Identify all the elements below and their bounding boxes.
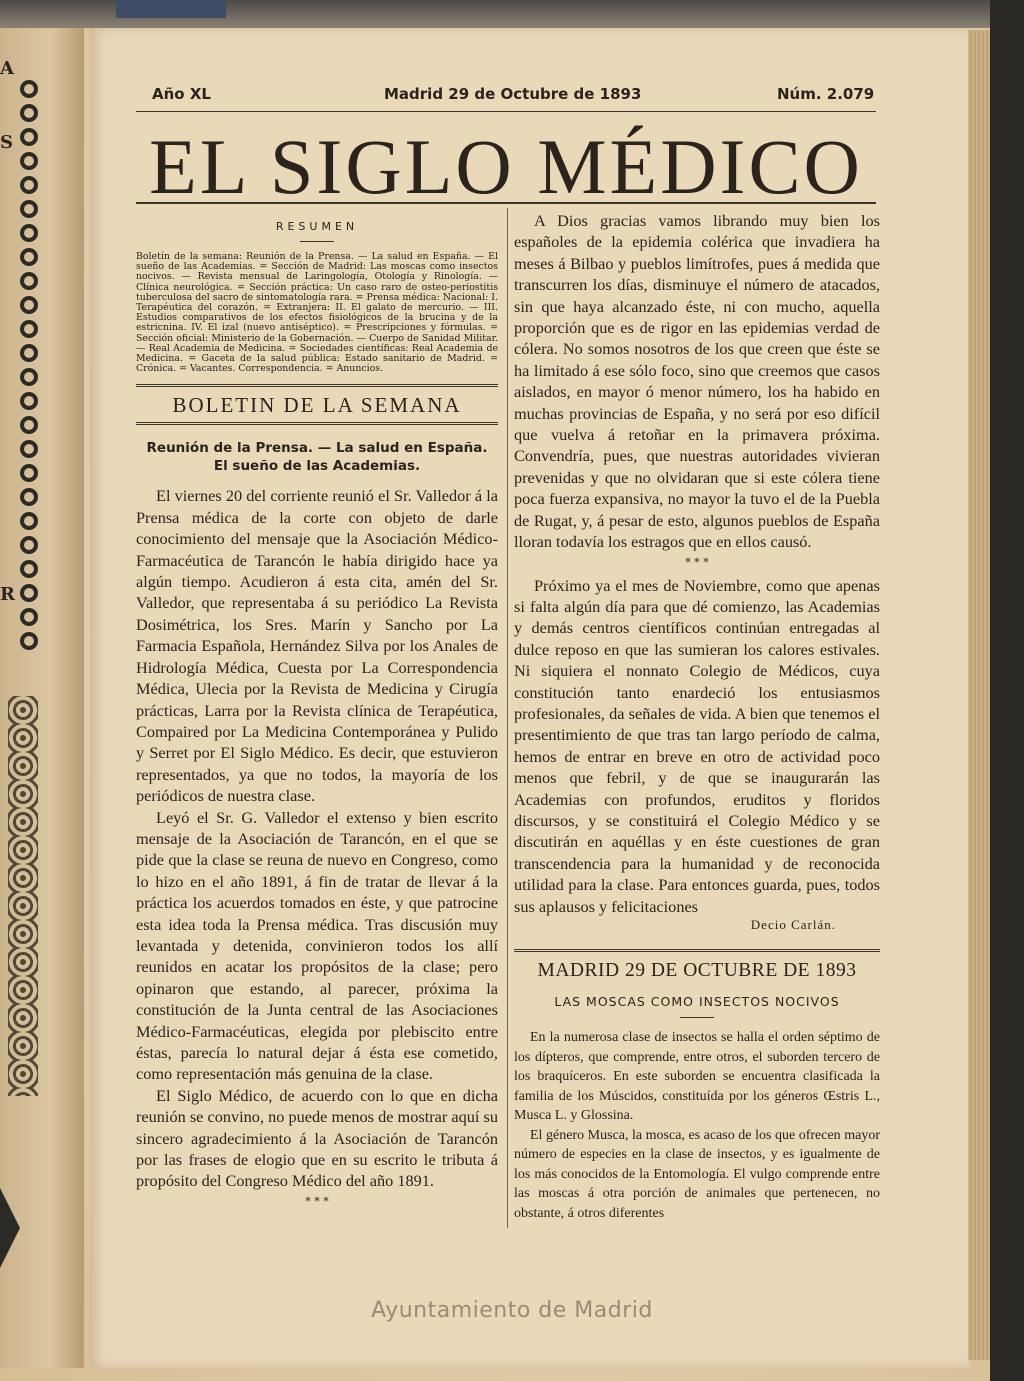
boletin-subhead-line2: El sueño de las Academias.: [213, 458, 421, 475]
binding-ribbon: [116, 0, 226, 18]
left-page-fragment-letter: S: [0, 132, 13, 153]
resumen-text: Boletín de la semana: Reunión de la Prensa. — La salud en España. — El sueño de las Academias. = Sección de Madrid: Las moscas como insectos nocivos. — Revista mensual de Laringología, Otología y Rinología. — Clínica neurológica. = Sección práctica: Un caso raro de osteo-periostitis tuberculosa del sacro de sintomatología rara. = Prensa médica: Nacional: I. Terapéutica del corazón. = Extranjera: II. El galato de mercurio. — III. Estudios comparativos de los efectos fisiológicos de la brucina y de la estricnina. IV. El izal (nuevo antiséptico). = Prescripciones y fórmulas. = Sección oficial: Ministerio de la Gobernación. — Cuerpo de Sanidad Militar. — Real Academia de Medicina. = Sociedades científicas: Real Academia de Medicina. = Gaceta de la salud pública: Estado sanitario de Madrid. = Crónica. = Vacantes. Correspondencia. = Anuncios.: [136, 251, 498, 375]
academias-paragraph: Próximo ya el mes de Noviembre, como que apenas si falta algún día para que dé comienzo, las Academias y demás centros científicos continúan entregadas al dulce reposo en que las sumieran los calores estivales. Ni siquiera el nonnato Colegio de Médicos, cuya constitución tanto enardeció los entusiasmos profesionales, da señales de vida. A bien que tenemos el presentimiento de que tras tan largo período de calma, hemos de entrar en breve en otro de actividad poco menos que febril, y de que se inaugurarán las Academias con profundos, eruditos y floridos discursos, y se constituirá el Colegio Médico y se discutirán en aquéllas y en éste cuestiones de gran transcendencia para la humanidad y de reconocida utilidad para la clase. Para entonces guarda, pues, todos sus aplausos y felicitaciones: [514, 575, 880, 916]
asterism: * * *: [305, 1194, 329, 1208]
article-rule: [680, 1017, 714, 1018]
madrid-section-heading: MADRID 29 DE OCTUBRE DE 1893: [514, 949, 880, 982]
left-page-fragment-letter: R: [0, 584, 15, 605]
masthead-rule: [136, 202, 876, 204]
resumen-title: RESUMEN: [275, 220, 359, 233]
article-title: LAS MOSCAS COMO INSECTOS NOCIVOS: [554, 994, 840, 1009]
scanner-border: [990, 0, 1024, 1381]
right-column: [514, 210, 880, 1223]
moscas-paragraph: En la numerosa clase de insectos se halla el orden séptimo de los dípteros, que comprende, entre otros, el suborden tercero de los braquíceros. En este suborden se encuentra clasificada la familia de los Múscidos, constituída por los géneros Œstris L., Musca L. y Glossina.: [514, 1030, 880, 1123]
asterism: * * *: [685, 555, 709, 569]
left-facing-page: [0, 28, 84, 1368]
column-divider: [507, 208, 508, 1228]
left-page-fragment-letter: A: [0, 58, 14, 79]
masthead-title: EL SIGLO MÉDICO: [149, 123, 863, 210]
author-signature: Decio Carlán.: [750, 917, 836, 932]
ornamental-border-flowers: [8, 696, 38, 1096]
left-column: [136, 214, 498, 1214]
boletin-section-title: BOLETIN DE LA SEMANA: [136, 384, 498, 425]
cholera-paragraph: A Dios gracias vamos librando muy bien los españoles de la epidemia colérica que invadiera ha meses á Bilbao y pueblos limítrofes, pues á medida que transcurren los días, disminuye el número de atacados, sin que haya alcanzado éste, ni con mucho, aquella proporción que es de rigor en las epidemias verdad de cólera. No somos nosotros de los que creen que éste se ha limitado á ese sólo foco, sino que creemos que casos aislados, en mayor ó menor número, los ha habido en muchas provincias de España, y no será por eso difícil que vuelva á retoñar en la primavera próxima. Convendría, pues, que nuestras autoridades vivieran prevenidas y que no olvidaran que si este cólera tiene poca fuerza expansiva, no mayor la tuvo el de la Puebla de Rugat, y, á pesar de esto, algunos pueblos de España lloran todavía los estragos que en ellos causó.: [514, 211, 880, 552]
boletin-paragraph: El viernes 20 del corriente reunió el Sr. Valledor á la Prensa médica de la corte con objeto de darle conocimiento del mensaje que la Asociación Médico-Farmacéutica de Tarancón le había dirigido hace ya algún tiempo. Acudieron á esta cita, amén del Sr. Valledor, que representaba á su periódico La Revista Dosimétrica, los Sres. Marín y Sancho por La Farmacia Española, Hernández Silva por los Anales de Hidrología Médica, Cuesta por La Correspondencia Médica, Ulecia por la Revista de Medicina y Cirugía prácticas, Larra por la Revista clínica de Terapéutica, Compaired por La Medicina Contemporánea y Pulido y Serret por El Siglo Médico. Es decir, que estuvieron representados, ya que no todos, la mayoría de los periódicos de nuestra clase.: [136, 486, 498, 806]
issue-header: [152, 85, 876, 109]
issue-number: Núm. 2.079: [777, 85, 875, 103]
boletin-paragraph: El Siglo Médico, de acuerdo con lo que en dicha reunión se convino, no puede menos de mostrar aquí su sincero agradecimiento á la Asociación de Tarancón por las frases de elogio que en su escrito le tributa á propósito del Congreso Médico del año 1891.: [136, 1085, 498, 1191]
resumen-rule: [300, 241, 334, 242]
archive-watermark: Ayuntamiento de Madrid: [371, 1298, 653, 1323]
page-stack-edge: [968, 30, 990, 1360]
boletin-paragraph: Leyó el Sr. G. Valledor el extenso y bien escrito mensaje de la Asociación de Tarancón, en el que se pide que la clase se reuna de nuevo en Congreso, como lo hizo en el año 1891, á fin de tratar de llevar á la práctica los acuerdos tomados en éste, y que patrocine esta idea toda la Prensa médica. Tras discusión muy levantada y detenida, convinieron todos los allí reunidos en acatar los propósitos de la clase; pero opinaron que estando, al parecer, próxima la constitución de la Junta central de las Asociaciones Médico-Farmacéuticas, elegida por plebiscito entre éstas, parecía lo natural dejar á ésta ese cometido, como representación más genuina de la clase.: [136, 807, 498, 1084]
header-rule: [136, 111, 876, 112]
ornamental-border-chain: [20, 80, 46, 680]
moscas-paragraph: El género Musca, la mosca, es acaso de los que ofrecen mayor número de especies en la clase de insectos, y es igualmente de los más conocidos de la Entomología. El vulgo comprende entre las moscas á otra porción de animales que pertenecen, no obstante, á otros diferentes: [514, 1127, 880, 1221]
boletin-subhead-line1: Reunión de la Prensa. — La salud en España.: [146, 440, 488, 457]
boletin-subhead: [136, 439, 498, 475]
left-page-arrow-ornament: [0, 1188, 20, 1268]
issue-year: Año XL: [152, 85, 211, 103]
issue-date: Madrid 29 de Octubre de 1893: [384, 85, 642, 103]
